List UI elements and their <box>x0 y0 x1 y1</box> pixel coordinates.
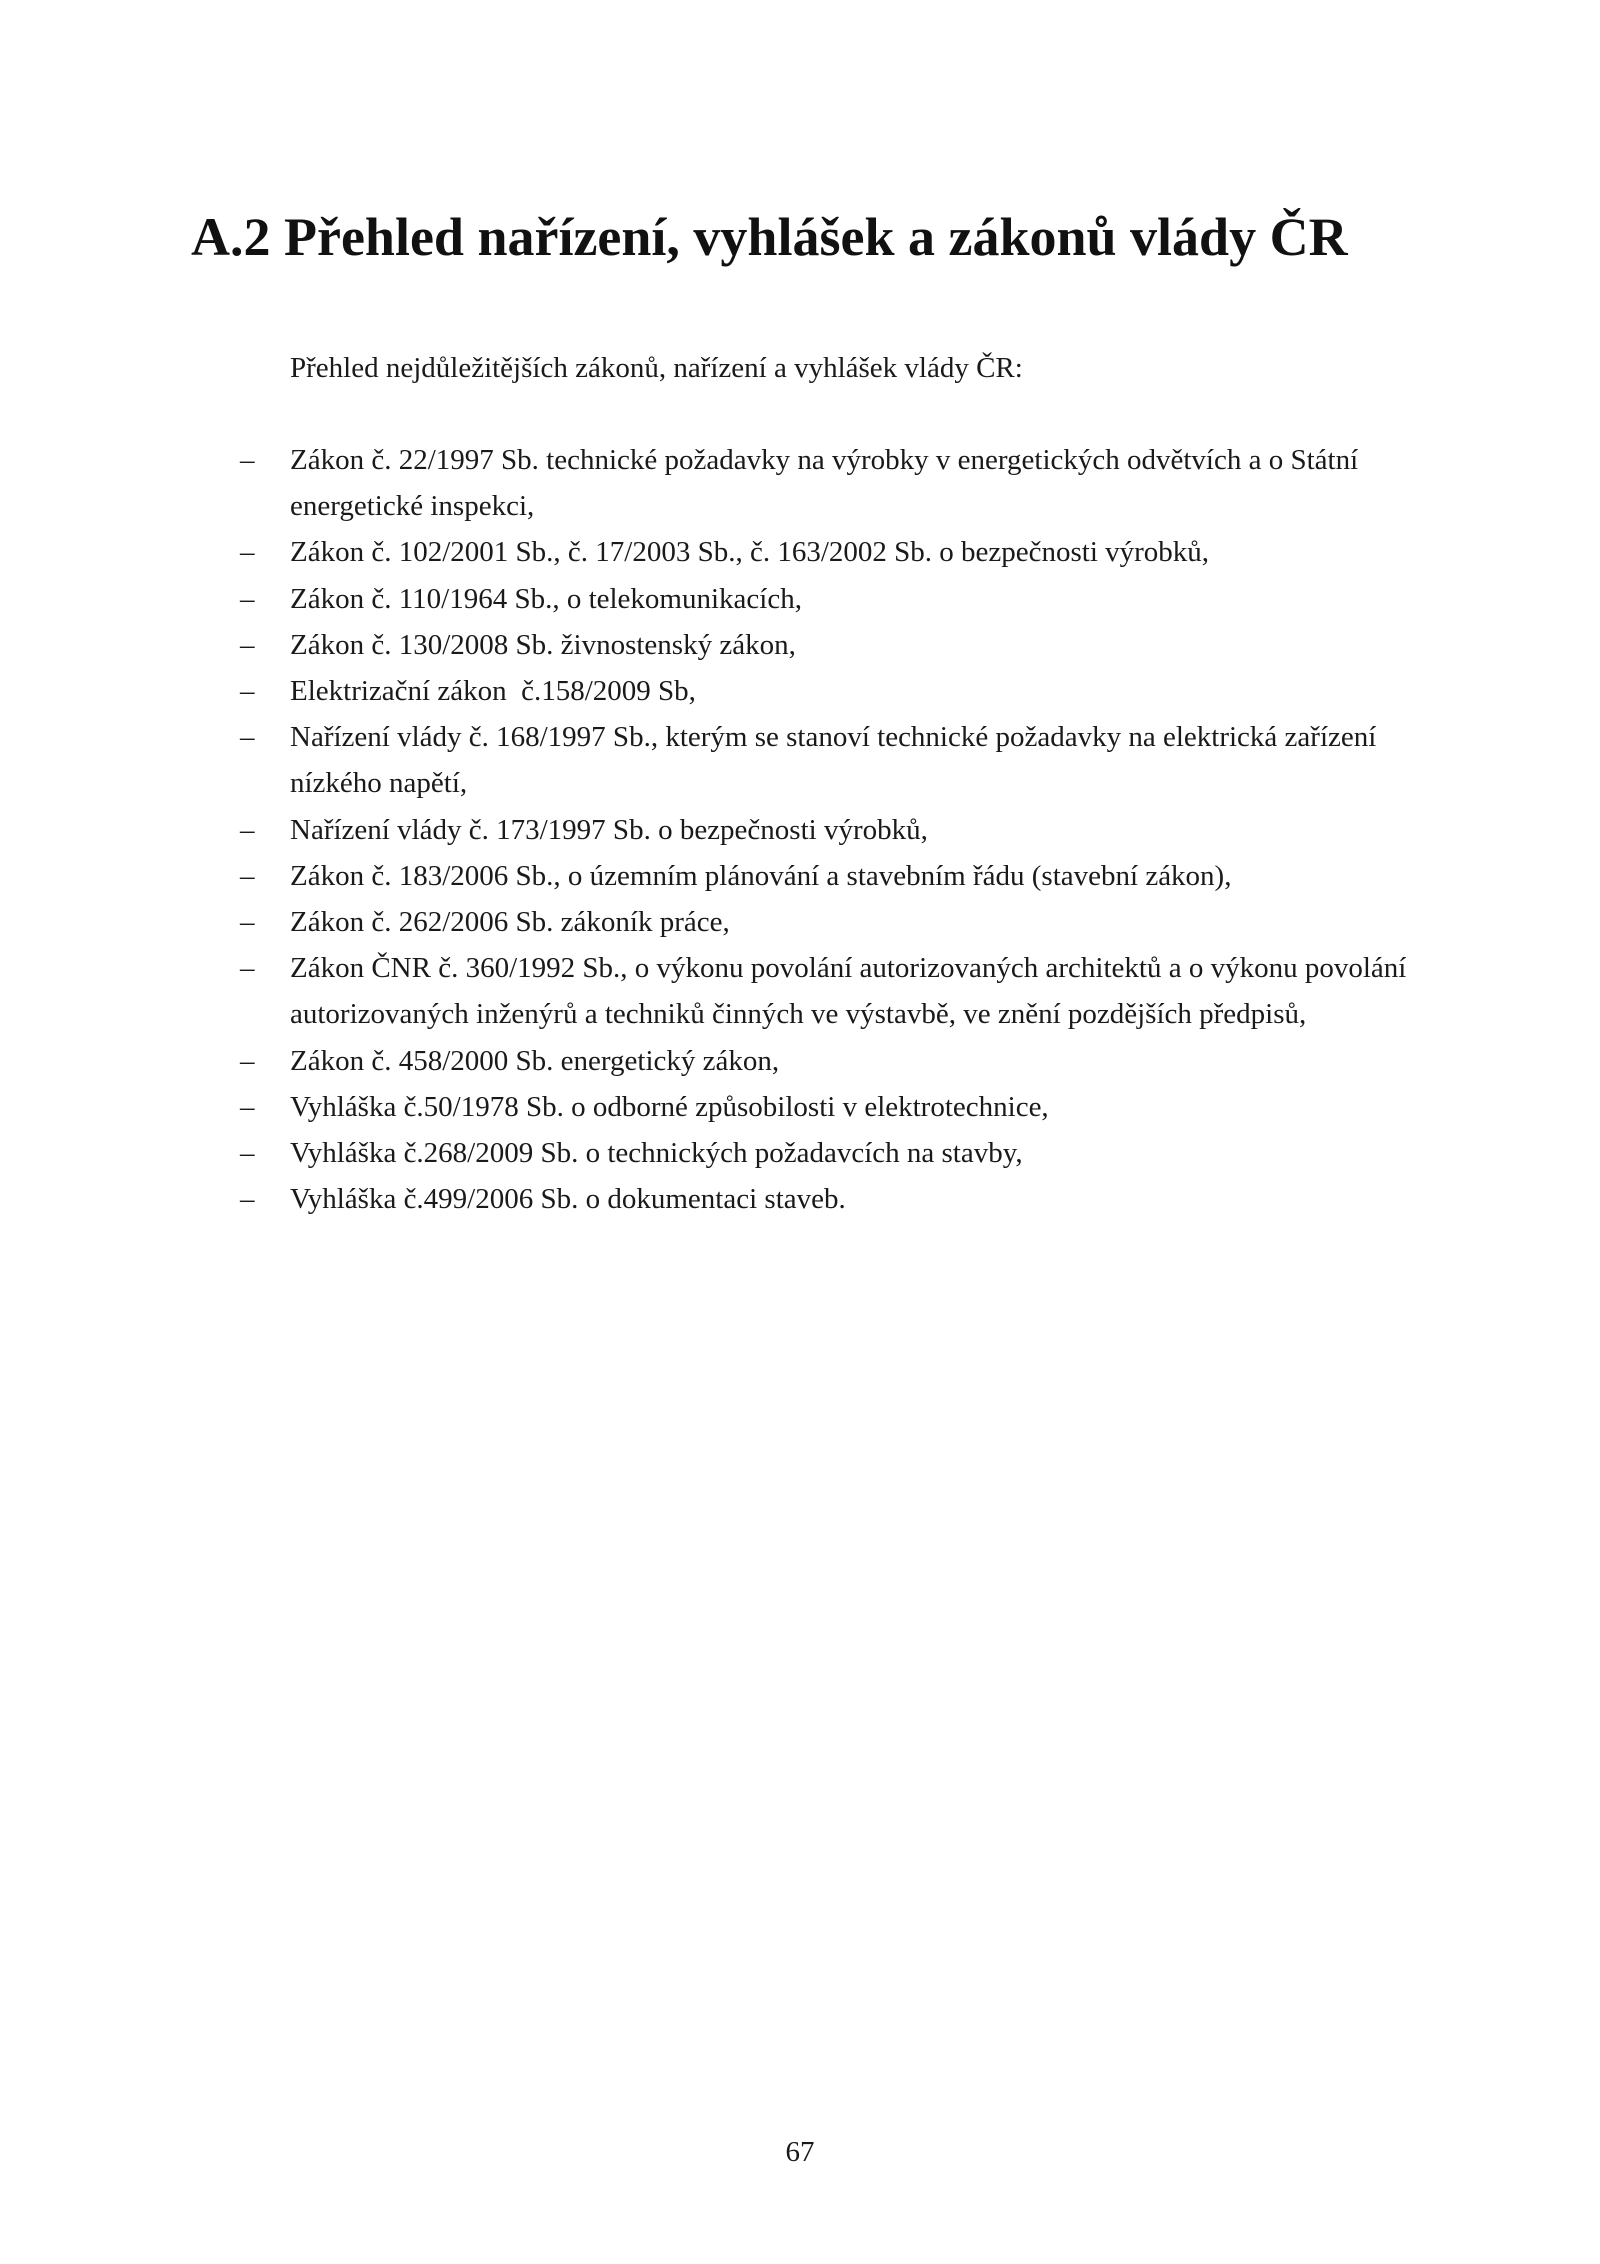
list-item <box>240 437 1420 529</box>
dash-bullet: – <box>240 675 255 708</box>
section-heading: A.2 Přehled nařízení, vyhlášek a zákonů vlády ČR <box>191 207 1348 267</box>
dash-bullet: – <box>240 444 255 476</box>
list-item-text: Zákon č. 183/2006 Sb., o územním plánování a stavebním řádu (stavební zákon), <box>290 859 1232 892</box>
list-item <box>240 945 1420 1037</box>
list-item-text: Nařízení vlády č. 168/1997 Sb., kterým se stanoví technické požadavky na elektrická zařízení nízkého napětí, <box>290 721 1377 800</box>
dash-bullet: – <box>240 582 255 615</box>
list-item-text: Elektrizační zákon č.158/2009 Sb, <box>290 675 696 708</box>
dash-bullet: – <box>240 628 255 661</box>
list-item <box>240 853 1420 899</box>
list-item-text: Zákon č. 102/2001 Sb., č. 17/2003 Sb., č. 163/2002 Sb. o bezpečnosti výrobků, <box>290 536 1210 569</box>
list-item <box>240 807 1420 853</box>
dash-bullet: – <box>240 536 255 569</box>
dash-bullet: – <box>240 1044 255 1077</box>
list-item <box>240 1084 1420 1130</box>
list-item-text: Nařízení vlády č. 173/1997 Sb. o bezpečnosti výrobků, <box>290 813 928 846</box>
dash-bullet: – <box>240 906 255 939</box>
list-item <box>240 622 1420 668</box>
list-item-text: Zákon č. 262/2006 Sb. zákoník práce, <box>290 906 730 939</box>
list-item <box>240 668 1420 714</box>
dash-bullet: – <box>240 952 255 985</box>
dash-bullet: – <box>240 721 255 754</box>
list-item-text: Vyhláška č.268/2009 Sb. o technických požadavcích na stavby, <box>290 1137 1023 1170</box>
dash-bullet: – <box>240 813 255 846</box>
list-item-text: Vyhláška č.499/2006 Sb. o dokumentaci staveb. <box>290 1183 846 1216</box>
list-item-text: Zákon č. 22/1997 Sb. technické požadavky na výrobky v energetických odvětvích a o Státní energetické inspekci, <box>290 444 1359 523</box>
dash-bullet: – <box>240 1183 255 1216</box>
list-item <box>240 1130 1420 1176</box>
list-item-text: Zákon ČNR č. 360/1992 Sb., o výkonu povolání autorizovaných architektů a o výkonu povolání autorizovaných inženýrů a techniků činných ve výstavbě, ve znění pozdějších předpisů, <box>290 952 1407 1031</box>
list-item <box>240 714 1420 806</box>
dash-bullet: – <box>240 1137 255 1170</box>
dash-bullet: – <box>240 859 255 892</box>
law-list <box>240 437 1420 1222</box>
page-number: 67 <box>785 2136 815 2168</box>
list-item <box>240 1038 1420 1084</box>
intro-paragraph: Přehled nejdůležitějších zákonů, nařízení a vyhlášek vlády ČR: <box>290 352 1023 384</box>
list-item-text: Zákon č. 110/1964 Sb., o telekomunikacích, <box>290 582 802 615</box>
list-item <box>240 576 1420 622</box>
list-item-text: Zákon č. 130/2008 Sb. živnostenský zákon, <box>290 628 796 661</box>
list-item <box>240 899 1420 945</box>
dash-bullet: – <box>240 1090 255 1123</box>
list-item <box>240 529 1420 575</box>
list-item-text: Vyhláška č.50/1978 Sb. o odborné způsobilosti v elektrotechnice, <box>290 1090 1049 1123</box>
list-item <box>240 1176 1420 1222</box>
list-item-text: Zákon č. 458/2000 Sb. energetický zákon, <box>290 1044 780 1077</box>
